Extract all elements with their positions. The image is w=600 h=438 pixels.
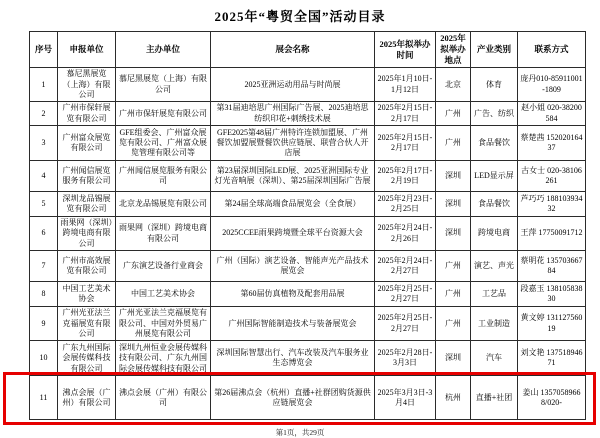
table-cell-organizer: 广州光亚法兰克福展览有限公司、中国对外贸易广州展览有限公司 [116, 307, 211, 341]
table-cell-no: 6 [30, 217, 58, 251]
table-cell-no: 10 [30, 341, 58, 376]
table-cell-organizer: 慕尼黑展览（上海）有限公司 [116, 68, 211, 102]
table-cell-contact: 蔡明花 13570366784 [518, 251, 586, 282]
table-cell-exhibition: 第26届沸点会（杭州）直播+社群团购货源供应链展览会 [211, 376, 375, 420]
table-cell-location: 深圳 [436, 161, 471, 192]
table-cell-time: 2025年2月25日-2月27日 [375, 307, 436, 341]
table-cell-location: 广州 [436, 126, 471, 161]
column-header: 序号 [30, 32, 58, 68]
table-row [30, 102, 586, 126]
table-cell-location: 深圳 [436, 341, 471, 376]
table-cell-exhibition: 第60届仿真植物及配套用品展 [211, 282, 375, 307]
table-cell-category: 汽车 [471, 341, 518, 376]
table-cell-category: 工艺品 [471, 282, 518, 307]
table-cell-contact: 庞丹010-85911001-1809 [518, 68, 586, 102]
table-cell-contact: 王萍 17750091712 [518, 217, 586, 251]
table-cell-no: 5 [30, 192, 58, 217]
table-row [30, 161, 586, 192]
column-header: 联系方式 [518, 32, 586, 68]
table-cell-declarer: 雨果网（深圳）跨境电商有限公司 [58, 217, 116, 251]
table-cell-category: 跨境电商 [471, 217, 518, 251]
table-cell-exhibition: 广州（国际）演艺设备、智能声光产品技术展览会 [211, 251, 375, 282]
table-cell-exhibition: GFE2025第48届广州特许连锁加盟展、广州餐饮加盟展暨餐饮供应链展、联营合伙人开店展 [211, 126, 375, 161]
table-cell-organizer: GFE组委会、广州富众展览有限公司、广州富众展览管理有限公司等 [116, 126, 211, 161]
table-cell-location: 广州 [436, 307, 471, 341]
table-cell-contact: 黄文婷 13112756019 [518, 307, 586, 341]
table-cell-no: 1 [30, 68, 58, 102]
table-cell-contact: 刘文艳 13751894671 [518, 341, 586, 376]
table-cell-category: 体育 [471, 68, 518, 102]
table-cell-contact: 蔡楚茜 15202016437 [518, 126, 586, 161]
table-cell-location: 北京 [436, 68, 471, 102]
column-header: 2025年拟举办时间 [375, 32, 436, 68]
table-cell-organizer: 沸点会展（广州）有限公司 [116, 376, 211, 420]
table-cell-no: 8 [30, 282, 58, 307]
header-row [30, 32, 586, 68]
table-cell-time: 2025年2月23日-2月25日 [375, 192, 436, 217]
table-cell-exhibition: 第23届深圳国际LED展、2025亚洲国际专业灯光音响展（深圳）、第25届深圳国际广告展 [211, 161, 375, 192]
table-cell-declarer: 广东九州国际会展传媒科技有限公司 [58, 341, 116, 376]
table-cell-contact: 古女士 020-38106261 [518, 161, 586, 192]
table-cell-category: 演艺、声光 [471, 251, 518, 282]
table-cell-exhibition: 第31届迪培思广州国际广告展、2025迪培思纺织印花+刺绣技术展 [211, 102, 375, 126]
table-cell-organizer: 中国工艺美术协会 [116, 282, 211, 307]
table-body [30, 68, 586, 420]
table-cell-no: 9 [30, 307, 58, 341]
table-cell-declarer: 沸点会展（广州）有限公司 [58, 376, 116, 420]
table-cell-exhibition: 2025CCEE雨果跨境暨全球平台资源大会 [211, 217, 375, 251]
table-row [30, 307, 586, 341]
table-cell-category: 食品餐饮 [471, 126, 518, 161]
table-cell-no: 4 [30, 161, 58, 192]
table-cell-contact: 段嘉玉 13810583830 [518, 282, 586, 307]
table-cell-time: 2025年3月3日-3月4日 [375, 376, 436, 420]
table-cell-category: 食品餐饮 [471, 192, 518, 217]
table-cell-contact: 姜山 13570589668/020- [518, 376, 586, 420]
table-cell-contact: 芦巧巧 18810393432 [518, 192, 586, 217]
table-cell-time: 2025年2月15日-2月17日 [375, 126, 436, 161]
table-cell-time: 2025年2月17日-2月19日 [375, 161, 436, 192]
table-cell-location: 深圳 [436, 192, 471, 217]
table-cell-location: 杭州 [436, 376, 471, 420]
table-cell-location: 广州 [436, 251, 471, 282]
page-footer: 第1页，共29页 [275, 428, 325, 438]
table-cell-organizer: 广州市保轩展览有限公司 [116, 102, 211, 126]
table-cell-exhibition: 2025亚洲运动用品与时尚展 [211, 68, 375, 102]
table-cell-no: 11 [30, 376, 58, 420]
table-cell-declarer: 广州光亚法兰克福展览有限公司 [58, 307, 116, 341]
table-cell-no: 2 [30, 102, 58, 126]
table-cell-organizer: 雨果网（深圳）跨境电商有限公司 [116, 217, 211, 251]
table-cell-exhibition: 广州国际智能制造技术与装备展览会 [211, 307, 375, 341]
table-cell-time: 2025年2月28日-3月3日 [375, 341, 436, 376]
table-cell-declarer: 中国工艺美术协会 [58, 282, 116, 307]
table-cell-category: 直播+社团 [471, 376, 518, 420]
table-cell-organizer: 北京龙品锡展览有限公司 [116, 192, 211, 217]
table-cell-declarer: 广州富众展览有限公司 [58, 126, 116, 161]
table-cell-no: 7 [30, 251, 58, 282]
document-title: 2025年“粤贸全国”活动目录 [214, 9, 386, 24]
table-cell-category: 工业制造 [471, 307, 518, 341]
table-cell-declarer: 深圳龙品锡展览有限公司 [58, 192, 116, 217]
table-cell-organizer: 广东演艺设备行业商会 [116, 251, 211, 282]
table-cell-category: LED显示屏 [471, 161, 518, 192]
table-cell-time: 2025年2月15日-2月17日 [375, 102, 436, 126]
table-row [30, 192, 586, 217]
column-header: 2025年拟举办地点 [436, 32, 471, 68]
table-cell-contact: 赵小姐 020-38200584 [518, 102, 586, 126]
table-cell-time: 2025年1月10日-1月12日 [375, 68, 436, 102]
table-cell-category: 广告、纺织 [471, 102, 518, 126]
table-cell-declarer: 广州市高效展览有限公司 [58, 251, 116, 282]
column-header: 产业类别 [471, 32, 518, 68]
activity-table [29, 31, 586, 420]
column-header: 申报单位 [58, 32, 116, 68]
table-row [30, 68, 586, 102]
table-cell-exhibition: 第24届全球高端食品展览会（全食展） [211, 192, 375, 217]
table-row [30, 341, 586, 376]
column-header: 展会名称 [211, 32, 375, 68]
table-cell-location: 深圳 [436, 217, 471, 251]
table-row [30, 217, 586, 251]
table-cell-no: 3 [30, 126, 58, 161]
table-cell-organizer: 深圳九州恒业会展传媒科技有限公司、广东九州国际会展传媒科技有限公司 [116, 341, 211, 376]
table-row [30, 126, 586, 161]
table-cell-declarer: 广州闻信展览服务有限公司 [58, 161, 116, 192]
table-row-highlighted [30, 376, 586, 420]
table-cell-location: 广州 [436, 282, 471, 307]
table-cell-time: 2025年2月24日-2月27日 [375, 251, 436, 282]
table-row [30, 251, 586, 282]
table-cell-exhibition: 深圳国际智慧出行、汽车改装及汽车服务业生态博览会 [211, 341, 375, 376]
table-cell-time: 2025年2月25日-2月27日 [375, 282, 436, 307]
table-cell-declarer: 广州市保轩展览有限公司 [58, 102, 116, 126]
table-cell-location: 广州 [436, 102, 471, 126]
table-cell-organizer: 广州闻信展览服务有限公司 [116, 161, 211, 192]
table-cell-declarer: 慕尼黑展览（上海）有限公司 [58, 68, 116, 102]
table-cell-time: 2025年2月24日-2月26日 [375, 217, 436, 251]
table-row [30, 282, 586, 307]
column-header: 主办单位 [116, 32, 211, 68]
